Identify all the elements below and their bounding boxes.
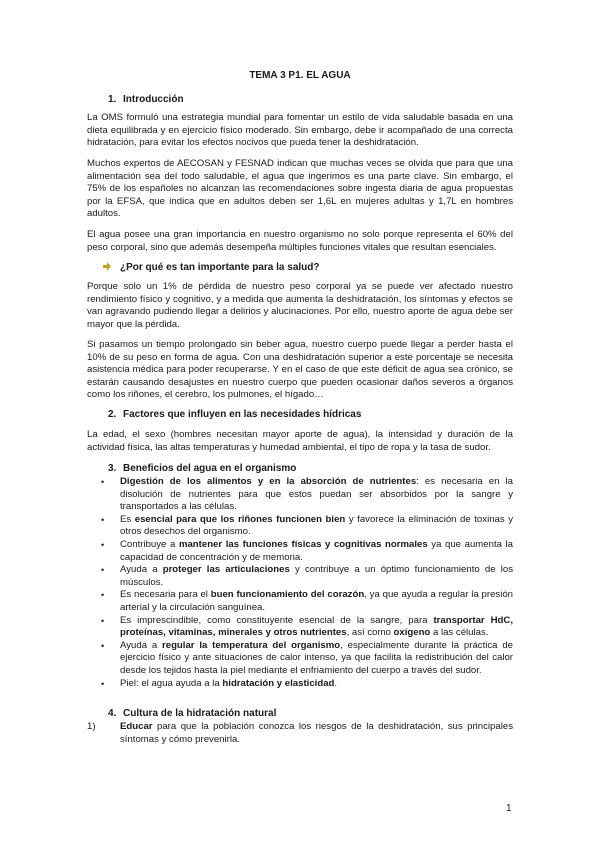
bullet-icon: • [101, 477, 105, 487]
bullet-icon: • [101, 678, 105, 689]
benefit-bold-text: esencial para que los riñones funcionen bien [134, 513, 346, 525]
bullet-icon: • [101, 539, 105, 550]
section-title: Beneficios del agua en el organismo [123, 463, 297, 474]
section-3-heading [108, 463, 296, 476]
intro-paragraph-1: La OMS formuló una estrategia mundial para fomentar un estilo de vida saludable basada en una dieta equilibrada y en ejercicio físico moderado. Sin embargo, debe ir acompañado de una correcta hidratación, para evitar los efectos nocivos que pueda tener la deshidratación. [87, 112, 513, 149]
benefit-text: . [334, 677, 338, 689]
item-number: 1) [87, 721, 96, 732]
section-number: 1. [108, 94, 117, 105]
culture-list [87, 721, 513, 746]
benefit-list-item [87, 640, 513, 678]
benefits-list [87, 476, 513, 690]
item-text: para que la población conozca los riesgos de la deshidratación, sus principales síntomas y cómo prevenirla. [120, 721, 513, 745]
benefit-text: Piel: el agua ayuda a la [120, 677, 223, 689]
benefit-list-item [87, 678, 513, 691]
benefit-list-item [87, 589, 513, 614]
bullet-icon: • [101, 514, 105, 525]
section-4-heading [108, 708, 276, 721]
benefit-bold-text: proteger las articulaciones [162, 564, 290, 576]
benefit-bold-text: transportar HdC, proteínas, vitaminas, minerales y otros nutrientes [120, 614, 514, 639]
benefit-list-item [87, 615, 513, 640]
section-title: Factores que influyen en las necesidades hídricas [123, 409, 362, 420]
section-number: 2. [108, 409, 117, 420]
why-paragraph-1: Porque solo un 1% de pérdida de nuestro peso corporal ya se puede ver afectado nuestro rendimiento físico y cognitivo, y a medida que aumenta la deshidratación, los síntomas y efectos se van agravando pudiendo llegar a delirios y alucinaciones. Por ello, nuestro aporte de agua debe ser mayor que la pérdida. [87, 281, 513, 330]
bullet-icon: • [101, 565, 105, 576]
intro-paragraph-2: Muchos expertos de AECOSAN y FESNAD indican que muchas veces se olvida que para que una alimentación sea del todo saludable, el agua que ingerimos es una parte clave. Sin embargo, el 75% de los españoles no alcanzan las recomendaciones sobre ingesta diaria de agua propuestas por la EFSA, que indica que en adultos deben ser 1,6L en mujeres adultas y 1,7L en hombres adultos. [87, 158, 513, 220]
benefit-text: a las células. [430, 627, 489, 639]
benefit-bold-text: hidratación y elasticidad [222, 677, 335, 689]
benefit-bold-text: mantener las funciones físicas y cognitivas normales [178, 538, 428, 550]
bullet-icon: • [101, 640, 105, 651]
section-2-heading [108, 409, 361, 422]
benefit-text: , ya que ayuda a regular la presión arterial y la circulación sanguínea. [120, 589, 513, 613]
bullet-icon: • [101, 590, 105, 601]
benefit-list-item [87, 514, 513, 539]
arrow-bullet-icon [102, 262, 112, 271]
page-number: 1 [506, 803, 512, 814]
benefit-bold-text: buen funcionamiento del corazón [210, 589, 365, 601]
benefit-text: ya que aumenta la capacidad de concentración y de memoria. [120, 538, 514, 563]
why-paragraph-2: Si pasamos un tiempo prolongado sin beber agua, nuestro cuerpo puede llegar a perder hasta el 10% de su peso en forma de agua. Con una deshidratación superior a este porcentaje se necesita asistencia médica para poder recuperarse. Y en el caso de que este déficit de agua sea crónico, se estarán causando desajustes en nuestro cuerpo que pueden ocasionar daños severos a órganos como los riñones, el cerebro, los pulmones, el hígado… [87, 339, 513, 401]
document-title: TEMA 3 P1. EL AGUA [249, 70, 351, 81]
section-number: 4. [108, 708, 117, 719]
benefit-list-item [87, 564, 513, 589]
section-number: 3. [108, 463, 117, 474]
benefit-list-item [87, 476, 513, 514]
section-title: Introducción [123, 94, 184, 105]
benefit-bold-text: Digestión de los alimentos y en la absorción de nutrientes [120, 476, 417, 487]
benefit-text: Ayuda a [120, 639, 162, 651]
section-title: Cultura de la hidratación natural [123, 708, 277, 719]
intro-paragraph-3: El agua posee una gran importancia en nuestro organismo no solo porque representa el 60% del peso corporal, sino que además desempeña múltiples funciones vitales que resultan esenciales. [87, 229, 513, 253]
benefit-text: Es necesaria para el [120, 589, 211, 601]
benefit-text: , especialmente durante la práctica de ejercicio físico y ante situaciones de calor intenso, ya que facilita la redistribución del calor desde los tejidos hasta la piel mediante el enfriamiento del cuerpo a través del sudor. [120, 639, 514, 676]
culture-list-item [87, 721, 513, 746]
item-lead-text: Educar [120, 721, 153, 732]
benefit-list-item [87, 539, 513, 564]
benefit-bold-text: regular la temperatura del organismo [162, 639, 341, 651]
why-heading [102, 262, 320, 275]
bullet-icon: • [101, 615, 105, 626]
section-1-heading [108, 94, 184, 107]
benefit-text: , así como [346, 627, 394, 639]
benefit-text: y favorece la eliminación de toxinas y otros desechos del organismo. [120, 513, 514, 538]
benefit-text: Es imprescindible, como constituyente esencial de la sangre, para [120, 614, 434, 626]
benefit-text: Contribuye a [120, 538, 179, 550]
benefit-text: y contribuye a un óptimo funcionamiento de los músculos. [120, 564, 513, 588]
benefit-text: : es necesaria en la disolución de nutrientes para que estos puedan ser absorbidos por la sangre y transportados a las células. [120, 476, 513, 513]
factors-paragraph: La edad, el sexo (hombres necesitan mayor aporte de agua), la intensidad y duración de la actividad física, las altas temperaturas y humedad ambiental, el tipo de ropa y la tasa de sudor. [87, 429, 513, 453]
benefit-text: Ayuda a [120, 564, 163, 576]
why-heading-text: ¿Por qué es tan importante para la salud? [120, 262, 320, 273]
benefit-text: Es [120, 513, 135, 525]
benefit-bold-text: oxígeno [393, 627, 431, 639]
